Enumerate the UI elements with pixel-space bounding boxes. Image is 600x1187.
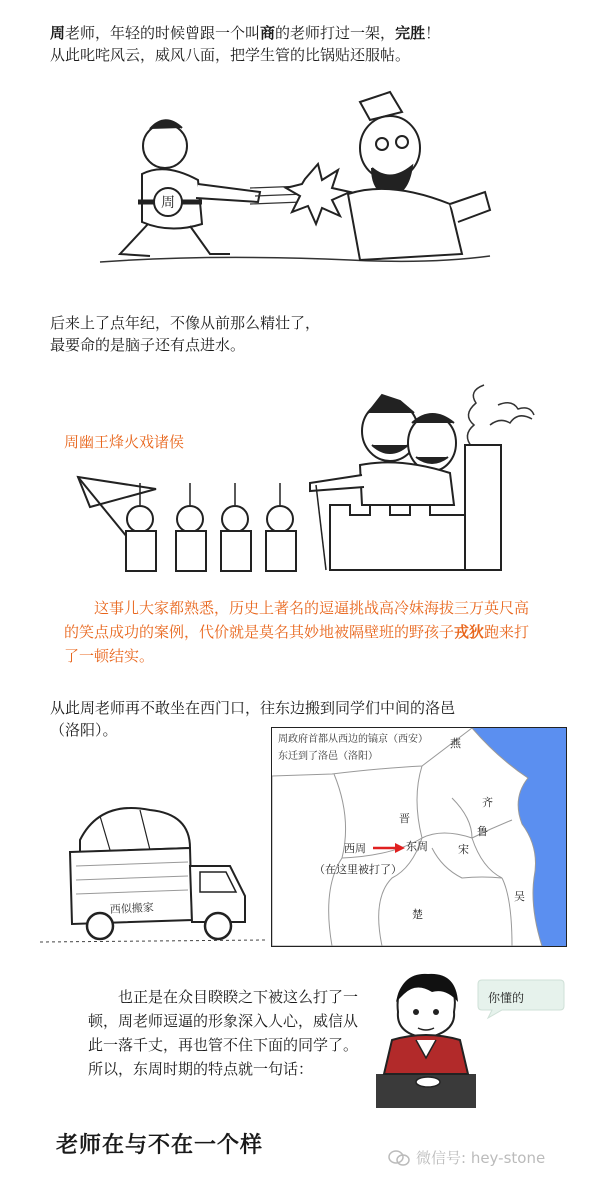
rongdi-word: 戎狄 [454, 623, 485, 641]
label-beaten-here: （在这里被打了） [314, 863, 402, 876]
watermark: 微信号: hey-stone [388, 1147, 545, 1168]
paragraph-4: 也正是在众目睽睽之下被这么打了一顿，周老师逗逼的形象深入人心，威信从此一落千丈，再也管不住下面的同学了。所以，东周时期的特点就一句话： [88, 988, 359, 1078]
name-zhou: 周 [50, 24, 66, 42]
red-arrow-icon [372, 842, 406, 854]
fight-illustration [90, 84, 510, 284]
label-qi: 齐 [482, 796, 493, 809]
label-lu: 鲁 [477, 825, 488, 838]
paragraph-3: 从此周老师再不敢坐在西门口，往东边搬到同学们中间的洛邑 （洛阳）。 [50, 699, 456, 739]
paragraph-2: 后来上了点年纪，不像从前那么精壮了， 最要命的是脑子还有点进水。 [50, 314, 321, 354]
name-shang: 商 [260, 24, 276, 42]
map-panel [271, 727, 567, 947]
wechat-icon [388, 1150, 410, 1166]
intro-paragraph: 周老师，年轻的时候曾跟一个叫商的老师打过一架，完胜！ 从此叱咤风云，威风八面，把学生管的比锅贴还服帖。 [50, 24, 441, 64]
shield-char: 周 [161, 195, 175, 211]
truck-sign: 西似搬家 [109, 900, 155, 917]
label-jin: 晋 [399, 812, 410, 825]
caption-beacon-fire: 周幽王烽火戏诸侯 [64, 433, 185, 451]
label-wu: 吴 [514, 890, 525, 903]
orange-paragraph: 这事儿大家都熟悉，历史上著名的逗逼挑战高冷妹海拔三万英尺高的笑点成功的案例，代价就是莫名其妙地被隔壁班的野孩子戎狄跑来打了一顿结实。 [64, 599, 530, 665]
moving-truck-illustration [40, 800, 265, 950]
win-word: 完胜 [395, 24, 426, 42]
label-dongzhou: 东周 [406, 840, 428, 853]
label-song: 宋 [458, 843, 469, 856]
label-yan: 燕 [450, 737, 461, 750]
thinking-boy-illustration [376, 972, 476, 1108]
intro-line-2: 从此叱咤风云，威风八面，把学生管的比锅贴还服帖。 [50, 46, 411, 64]
label-chu: 楚 [412, 908, 423, 921]
final-slogan: 老师在与不在一个样 [56, 1133, 264, 1158]
beacon-illustration [70, 365, 570, 580]
map-note: 周政府首都从西边的镐京（西安） 东迁到了洛邑（洛阳） [278, 734, 428, 762]
speech-bubble-text: 你懂的 [488, 991, 525, 1005]
label-xizhou: 西周 [344, 842, 366, 855]
